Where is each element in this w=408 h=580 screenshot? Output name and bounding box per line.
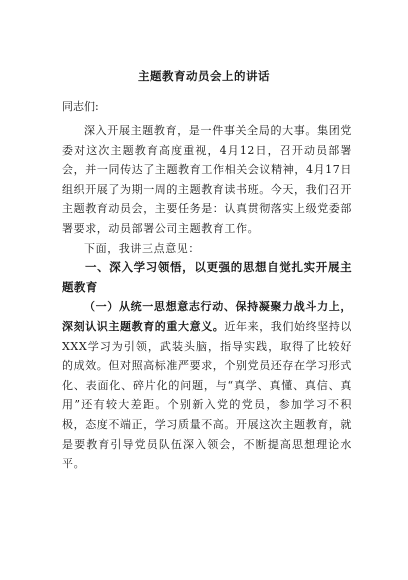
subsection-heading-1: （一）从统一思想意志行动、保持凝聚力战斗力上，深刻认识主题教育的重大意义。 [62, 300, 352, 333]
paragraph-outline: 下面，我讲三点意见： [84, 241, 200, 255]
subsection-text-1: 近年来，我们始终坚持以XXX学习为引领，武装头脑，指导实践，取得了比较好的成效。但对照高标准严要求，个别党员还存在学习形式化、表面化、碎片化的问题，与“真学、真懂、真信、真用”还有较大差距。个别新入党的党员，参加学习不积极，态度不端正，学习质量不高。开展这次主题教育，就是要教育引导党员队伍深入领会，不断提高思想理论水平。 [62, 319, 353, 471]
paragraph-intro: 深入开展主题教育，是一件事关全局的大事。集团党委对这次主题教育高度重视，4月12日，召开动员部署会，并一同传达了主题教育工作相关会议精神，4月17日组织开展了为期一周的主题教育读书班。今天，我们召开主题教育动员会，主要任务是：认真贯彻落实上级党委部署要求，动员部署公司主题教育工作。 [62, 124, 352, 235]
paragraph-subsection-1 [62, 297, 352, 473]
document-title: 主题教育动员会上的讲话 [138, 69, 270, 83]
document-body [62, 121, 352, 474]
section-heading-1: 一、深入学习领悟，以更强的思想自觉扎实开展主题教育 [62, 260, 352, 294]
salutation: 同志们: [62, 100, 99, 113]
